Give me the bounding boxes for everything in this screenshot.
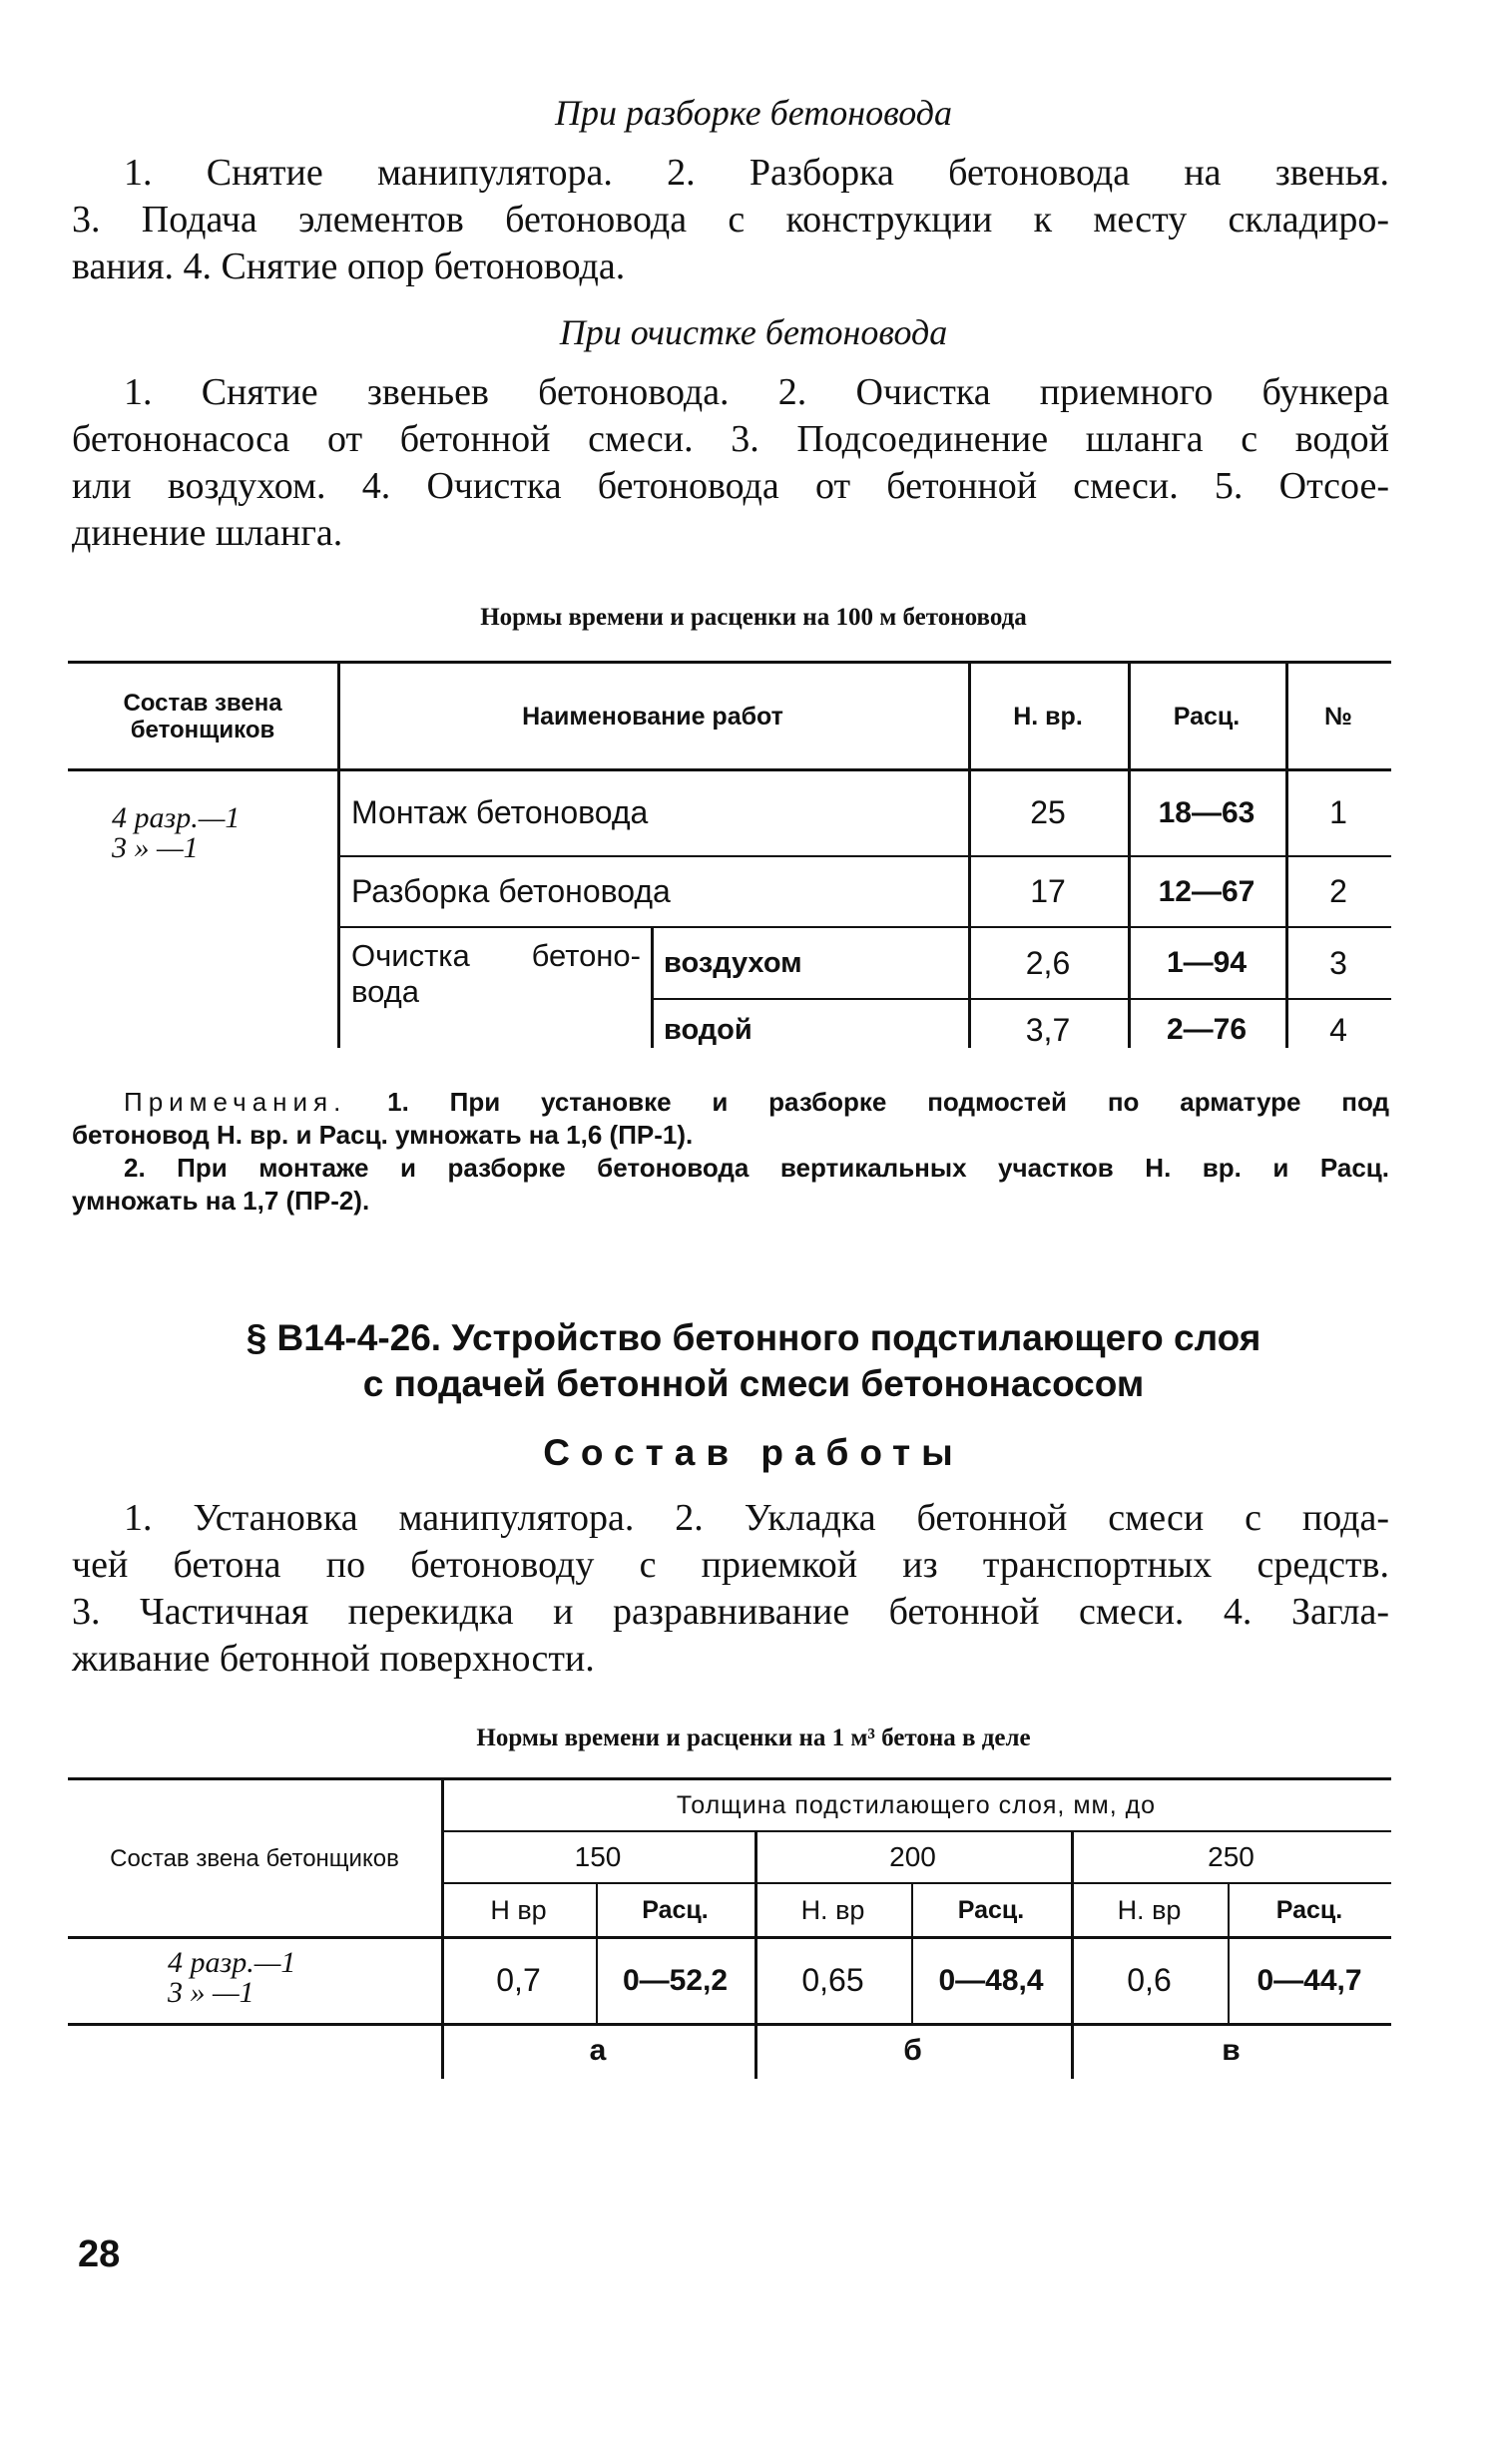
table2-subheader-time: Н. вр	[800, 1894, 865, 1925]
table1-row4-rate: 2—76	[1166, 1013, 1248, 1046]
table2-value-rate-150: 0—52,2	[622, 1963, 729, 1997]
table2-subheader-rate: Расц.	[957, 1895, 1025, 1924]
text-line: живание бетонной поверхности.	[72, 1638, 595, 1680]
table2-value-rate-200: 0—48,4	[938, 1963, 1044, 1997]
table1-row2-time: 17	[1030, 873, 1066, 909]
table1-row3-time: 2,6	[1025, 944, 1071, 981]
table2-subheader-rate: Расц.	[642, 1895, 709, 1924]
note-line: бетоновод Н. вр. и Расц. умножать на 1,6 (ПР-1).	[72, 1120, 694, 1150]
crew-line: 4 разр.—1	[168, 1946, 296, 1979]
page-number: 28	[78, 2233, 121, 2275]
table1-row2-number: 2	[1329, 873, 1347, 909]
table1-row4-number: 4	[1329, 1011, 1347, 1048]
table1-notes	[72, 1086, 1389, 1218]
text-line: или воздухом. 4. Очистка бетоновода от бетонной смеси. 5. Отсое-	[72, 465, 1389, 507]
table2-column-letter: б	[903, 2034, 922, 2067]
table2-value-time-250: 0,6	[1127, 1962, 1172, 1998]
table1-row2-work: Разборка бетоновода	[351, 873, 671, 909]
text-line: чей бетона по бетоноводу с приемкой из транспортных средств.	[72, 1544, 1389, 1586]
text-line: динение шланга.	[72, 512, 343, 554]
table2-value-time-200: 0,65	[801, 1962, 864, 1998]
table2-subheader-rate: Расц.	[1275, 1895, 1343, 1924]
table1-header-work: Наименование работ	[522, 702, 783, 731]
table1-row1-work: Монтаж бетоновода	[351, 794, 649, 830]
table2-column-letter: а	[589, 2034, 607, 2067]
table2-subheader-time: Н. вр	[1117, 1894, 1182, 1925]
table2-header-crew: Состав звена бетонщиков	[110, 1844, 399, 1872]
table2-thickness-200: 200	[889, 1841, 936, 1872]
paragraph-cleaning	[72, 369, 1389, 557]
table2-thickness-250: 250	[1208, 1841, 1255, 1872]
table2-thickness-150: 150	[574, 1841, 622, 1872]
table1-row1-rate: 18—63	[1158, 795, 1256, 829]
note-text: 1. При установке и разборке подмостей по арматуре под	[387, 1087, 1389, 1117]
section-title-line: с подачей бетонной смеси бетононасосом	[362, 1363, 1145, 1404]
table1-row3-number: 3	[1329, 944, 1347, 981]
note-line	[72, 1086, 1389, 1119]
text-line: 1. Снятие звеньев бетоновода. 2. Очистка приемного бункера	[124, 371, 1389, 413]
section-title	[0, 1315, 1507, 1407]
table1-row3-work-sub: воздухом	[664, 946, 802, 979]
table1-header-time: Н. вр.	[1013, 702, 1083, 731]
table1-header-rate: Расц.	[1173, 702, 1241, 731]
paragraph-work-composition	[72, 1495, 1389, 1683]
subheading-cleaning: При очистке бетоновода	[559, 312, 948, 352]
paragraph-dismantling	[72, 150, 1389, 290]
note-line: умножать на 1,7 (ПР-2).	[72, 1186, 370, 1216]
crew-line: 3 » —1	[112, 831, 199, 864]
text-line: бетононасоса от бетонной смеси. 3. Подсоединение шланга с водой	[72, 418, 1389, 460]
table2-column-letter: в	[1222, 2034, 1241, 2067]
table1-header-crew: Состав звена бетонщиков	[123, 689, 282, 743]
text-line: 1. Установка манипулятора. 2. Укладка бетонной смеси с пода-	[124, 1497, 1389, 1539]
table1-row4-time: 3,7	[1025, 1011, 1071, 1048]
text-line: вания. 4. Снятие опор бетоновода.	[72, 246, 626, 287]
table1-row4-work-sub: водой	[664, 1013, 753, 1046]
note-line: 2. При монтаже и разборке бетоновода вертикальных участков Н. вр. и Расц.	[124, 1153, 1389, 1183]
table1-row2-rate: 12—67	[1158, 874, 1256, 908]
table2-subheader-time: Н вр	[490, 1894, 547, 1925]
text-line: 3. Подача элементов бетоновода с конструкции к месту складиро-	[72, 199, 1389, 241]
table1-header-number: №	[1324, 702, 1352, 731]
table1-row3-work-main: Очистка бетоно- вода	[351, 938, 641, 1009]
table2-value-time-150: 0,7	[496, 1962, 541, 1998]
section-title-line: § В14-4-26. Устройство бетонного подстилающего слоя	[246, 1317, 1261, 1358]
text-line: 1. Снятие манипулятора. 2. Разборка бетоновода на звенья.	[124, 152, 1389, 194]
table2-crew	[168, 1948, 387, 2008]
table2-value-rate-250: 0—44,7	[1256, 1963, 1362, 1997]
work-composition-heading: Состав работы	[543, 1432, 964, 1473]
crew-line: 3 » —1	[168, 1976, 254, 2009]
table1-row3-rate: 1—94	[1166, 946, 1248, 979]
table1-crew	[112, 803, 331, 863]
text-line: 3. Частичная перекидка и разравнивание бетонной смеси. 4. Загла-	[72, 1591, 1389, 1633]
table1-caption: Нормы времени и расценки на 100 м бетоновода	[480, 604, 1027, 631]
table1-row1-time: 25	[1030, 794, 1066, 830]
subheading-dismantling: При разборке бетоновода	[555, 93, 952, 133]
table2-header-thickness: Толщина подстилающего слоя, мм, до	[676, 1790, 1157, 1819]
table1-row1-number: 1	[1329, 794, 1347, 830]
crew-line: 4 разр.—1	[112, 801, 241, 834]
notes-label: Примечания.	[124, 1087, 347, 1117]
table2-caption: Нормы времени и расценки на 1 м³ бетона в деле	[476, 1725, 1031, 1751]
